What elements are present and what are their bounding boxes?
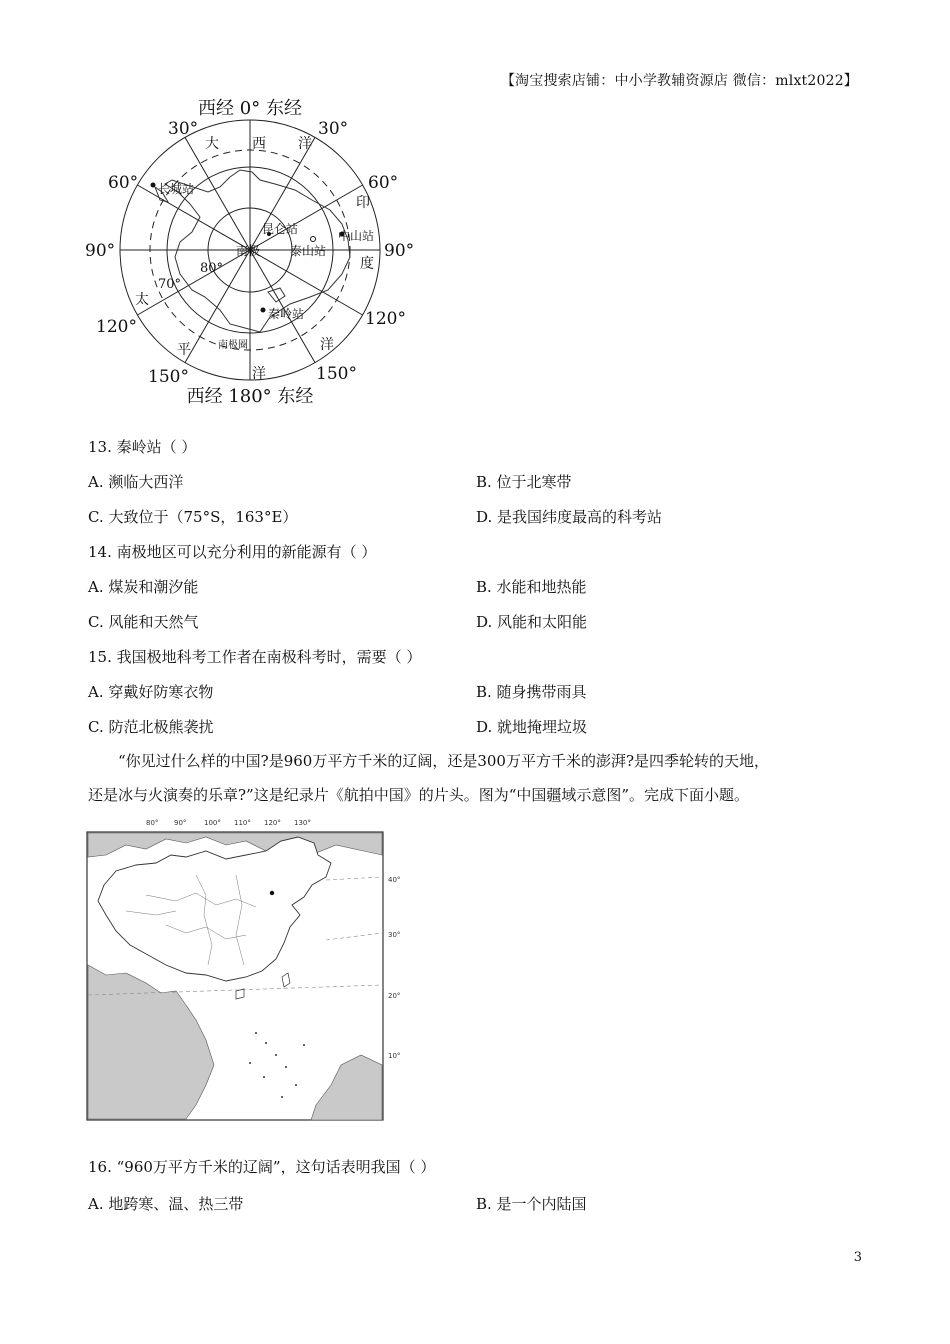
capital-marker <box>270 891 274 895</box>
ocean-tai: 太 <box>135 292 149 308</box>
ocean-yang-indian: 洋 <box>320 337 334 353</box>
lat-80-label: 80° <box>200 261 224 276</box>
header-note: 【淘宝搜索店铺：中小学教辅资源店 微信：mlxt2022】 <box>500 73 858 89</box>
lon-60e: 60° <box>368 173 399 193</box>
qinling-marker <box>261 308 266 313</box>
ocean-yang-pacific: 洋 <box>252 366 266 382</box>
q15-option-a: A. 穿戴好防寒衣物 <box>88 683 214 701</box>
south-pole-label: 南极 <box>236 244 261 258</box>
ocean-du: 度 <box>360 256 374 272</box>
passage-line-2: 还是冰与火演奏的乐章?”这是纪录片《航拍中国》的片头。图为“中国疆域示意图”。完成下面小题。 <box>88 786 750 804</box>
ocean-xi: 西 <box>252 136 266 152</box>
q16-option-a: A. 地跨寒、温、热三带 <box>88 1195 244 1213</box>
lat-70-label: 70° <box>158 277 182 292</box>
lon-120w: 120° <box>96 317 137 337</box>
map-lon-110: 110° <box>234 819 251 827</box>
taishan-marker <box>311 237 316 242</box>
map-lon-80: 80° <box>146 819 159 827</box>
bottom-lon-label: 西经 180° 东经 <box>186 386 314 407</box>
taishan-label: 泰山站 <box>290 244 327 258</box>
map-lat-20: 20° <box>388 992 401 1000</box>
map-lon-130: 130° <box>294 819 311 827</box>
q14-option-a: A. 煤炭和潮汐能 <box>88 578 199 596</box>
q16-option-b: B. 是一个内陆国 <box>476 1195 587 1213</box>
ocean-da: 大 <box>205 136 219 152</box>
changcheng-label: 长城站 <box>158 182 195 196</box>
map-lon-120: 120° <box>264 819 281 827</box>
passage-line-1: “你见过什么样的中国?是960万平方千米的辽阔，还是300万平方千米的澎湃?是四季轮转的天地， <box>118 752 770 770</box>
lon-150e: 150° <box>316 364 357 384</box>
q15-option-d: D. 就地掩埋垃圾 <box>476 718 588 736</box>
q15-option-b: B. 随身携带雨具 <box>476 683 587 701</box>
q15-option-c: C. 防范北极熊袭扰 <box>88 718 214 736</box>
map-lat-30: 30° <box>388 931 401 939</box>
q13-stem: 13. 秦岭站（ ） <box>88 438 197 456</box>
map-lat-10: 10° <box>388 1052 401 1060</box>
lon-90w: 90° <box>85 241 116 261</box>
page-number: 3 <box>853 1250 862 1265</box>
q14-option-d: D. 风能和太阳能 <box>476 613 588 631</box>
lon-30w: 30° <box>168 119 199 139</box>
ocean-ping: 平 <box>177 342 191 358</box>
q16-stem: 16. “960万平方千米的辽阔”，这句话表明我国（ ） <box>88 1158 436 1176</box>
q13-option-d: D. 是我国纬度最高的科考站 <box>476 508 663 526</box>
top-lon-label: 西经 0° 东经 <box>198 98 302 119</box>
lon-30e: 30° <box>318 119 349 139</box>
ocean-yang-atlantic: 洋 <box>298 136 312 152</box>
lon-120e: 120° <box>365 309 406 329</box>
q15-stem: 15. 我国极地科考工作者在南极科考时，需要（ ） <box>88 648 422 666</box>
q13-option-a: A. 濒临大西洋 <box>88 473 184 491</box>
q14-option-b: B. 水能和地热能 <box>476 578 587 596</box>
lon-150w: 150° <box>148 367 189 387</box>
lon-90e: 90° <box>384 241 415 261</box>
qinling-label: 秦岭站 <box>268 307 305 321</box>
q13-option-b: B. 位于北寒带 <box>476 473 572 491</box>
lon-60w: 60° <box>108 173 139 193</box>
map-lon-90: 90° <box>174 819 187 827</box>
zhongshan-label: 中山站 <box>338 229 375 243</box>
antarctica-polar-map <box>80 92 425 412</box>
q13-option-c: C. 大致位于（75°S，163°E） <box>88 508 298 526</box>
map-lon-100: 100° <box>204 819 221 827</box>
map-lat-40: 40° <box>388 876 401 884</box>
china-territory-map <box>86 815 406 1125</box>
changcheng-marker <box>151 183 156 188</box>
q14-option-c: C. 风能和天然气 <box>88 613 199 631</box>
kunlun-label: 昆仑站 <box>262 222 299 236</box>
antarctic-circle-label: 南极圈 <box>218 340 248 351</box>
passage <box>88 744 864 812</box>
ocean-yin: 印 <box>356 195 370 211</box>
q14-stem: 14. 南极地区可以充分利用的新能源有（ ） <box>88 543 377 561</box>
